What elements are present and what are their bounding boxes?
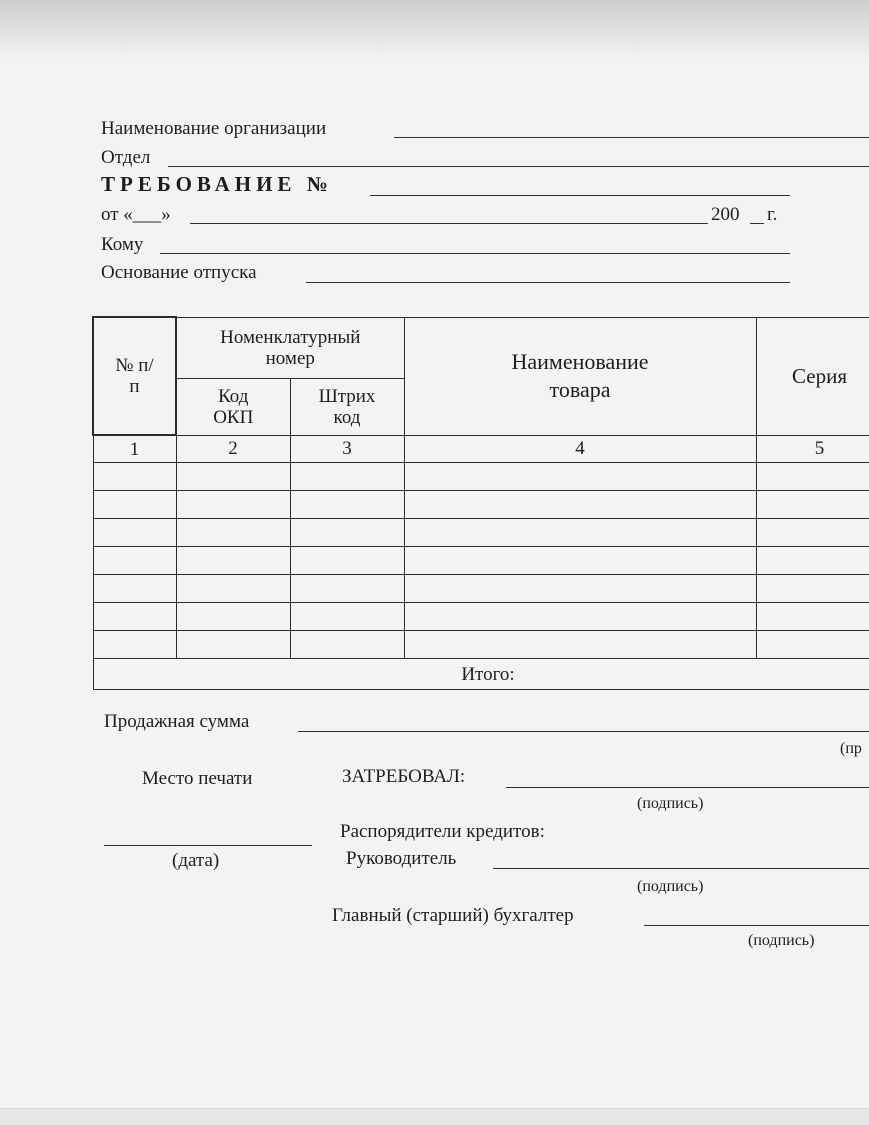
table-cell[interactable]: [290, 519, 404, 547]
table-cell[interactable]: [290, 491, 404, 519]
col-no-header: [93, 317, 176, 435]
table-cell[interactable]: [93, 603, 176, 631]
document-title: ТРЕБОВАНИЕ №: [101, 172, 333, 196]
table-cell[interactable]: [176, 575, 290, 603]
head-signature-hint: (подпись): [637, 878, 704, 895]
table-cell[interactable]: [756, 575, 869, 603]
table-row: [93, 463, 869, 491]
dept-line[interactable]: [168, 166, 869, 167]
number-line[interactable]: [370, 195, 790, 196]
total-cell[interactable]: [93, 659, 869, 690]
to-label: Кому: [101, 234, 144, 255]
basis-line[interactable]: [306, 282, 790, 283]
col-barcode-text: Штрих код: [318, 385, 376, 428]
year-suffix: г.: [767, 204, 778, 225]
col-name-header: [404, 317, 756, 435]
scan-top-shadow: [0, 0, 869, 60]
org-label: Наименование организации: [101, 118, 327, 139]
table-row: [93, 603, 869, 631]
date-hint: (дата): [172, 850, 220, 871]
table-cell[interactable]: [93, 491, 176, 519]
table-row: [93, 575, 869, 603]
table-cell[interactable]: [290, 575, 404, 603]
date-signature-line[interactable]: [104, 845, 312, 846]
table-cell[interactable]: [93, 519, 176, 547]
col-number-4: 4: [404, 435, 756, 463]
stamp-label: Место печати: [142, 768, 253, 789]
col-barcode-header: [290, 378, 404, 435]
requested-label: ЗАТРЕБОВАЛ:: [342, 766, 466, 787]
col-number-1: 1: [93, 435, 176, 463]
table-cell[interactable]: [93, 547, 176, 575]
chief-accountant-label: Главный (старший) бухгалтер: [332, 905, 574, 926]
sale-sum-line[interactable]: [298, 731, 869, 732]
table-cell[interactable]: [93, 575, 176, 603]
table-cell[interactable]: [404, 491, 756, 519]
to-line[interactable]: [160, 253, 790, 254]
head-signature-line[interactable]: [493, 868, 869, 869]
table-cell[interactable]: [756, 631, 869, 659]
col-name-text: Наименование товара: [511, 349, 649, 402]
chief-accountant-signature-line[interactable]: [644, 925, 869, 926]
col-nomenclature-header: [176, 317, 404, 378]
requested-signature-hint: (подпись): [637, 795, 704, 812]
table-row: [93, 547, 869, 575]
table-cell[interactable]: [290, 603, 404, 631]
table-cell[interactable]: [290, 463, 404, 491]
table-row: [93, 491, 869, 519]
column-number-row: [93, 435, 869, 463]
col-series-header: [756, 317, 869, 435]
col-number-5: 5: [756, 435, 869, 463]
table-cell[interactable]: [93, 631, 176, 659]
table-cell[interactable]: [176, 631, 290, 659]
table-cell[interactable]: [404, 519, 756, 547]
head-label: Руководитель: [346, 848, 457, 869]
table-cell[interactable]: [404, 575, 756, 603]
col-number-2: 2: [176, 435, 290, 463]
col-number-3: 3: [290, 435, 404, 463]
table-cell[interactable]: [176, 519, 290, 547]
table-cell[interactable]: [176, 463, 290, 491]
scan-bottom-edge: [0, 1108, 869, 1125]
table-cell[interactable]: [756, 603, 869, 631]
sale-sum-hint: (пр: [840, 740, 862, 757]
table-cell[interactable]: [756, 519, 869, 547]
table-cell[interactable]: [176, 603, 290, 631]
table-cell[interactable]: [290, 547, 404, 575]
col-okp-text: Код ОКП: [213, 385, 254, 428]
table-cell[interactable]: [756, 547, 869, 575]
sale-sum-label: Продажная сумма: [104, 711, 250, 732]
year-label: 200: [711, 204, 740, 225]
total-label: Итого:: [461, 663, 515, 685]
col-series-text: Серия: [792, 363, 847, 388]
table-cell[interactable]: [290, 631, 404, 659]
col-nomenclature-text: Номенклатурный номер: [220, 326, 361, 369]
table-cell[interactable]: [756, 491, 869, 519]
chief-accountant-signature-hint: (подпись): [748, 932, 815, 949]
table-cell[interactable]: [404, 631, 756, 659]
table-cell[interactable]: [404, 547, 756, 575]
dept-label: Отдел: [101, 147, 151, 168]
org-line[interactable]: [394, 137, 869, 138]
table-cell[interactable]: [176, 491, 290, 519]
goods-table: [92, 316, 869, 690]
date-line[interactable]: [190, 223, 708, 224]
table-cell[interactable]: [756, 463, 869, 491]
table-cell[interactable]: [404, 603, 756, 631]
table-row: [93, 519, 869, 547]
col-no-text: № п/п: [115, 355, 154, 397]
credit-managers-label: Распорядители кредитов:: [340, 821, 545, 842]
basis-label: Основание отпуска: [101, 262, 257, 283]
table-row: [93, 631, 869, 659]
table-cell[interactable]: [404, 463, 756, 491]
col-okp-header: [176, 378, 290, 435]
requested-signature-line[interactable]: [506, 787, 869, 788]
date-prefix: от «___»: [101, 204, 171, 225]
table-cell[interactable]: [93, 463, 176, 491]
total-row: [93, 659, 869, 690]
table-cell[interactable]: [176, 547, 290, 575]
year-line[interactable]: [750, 223, 764, 224]
